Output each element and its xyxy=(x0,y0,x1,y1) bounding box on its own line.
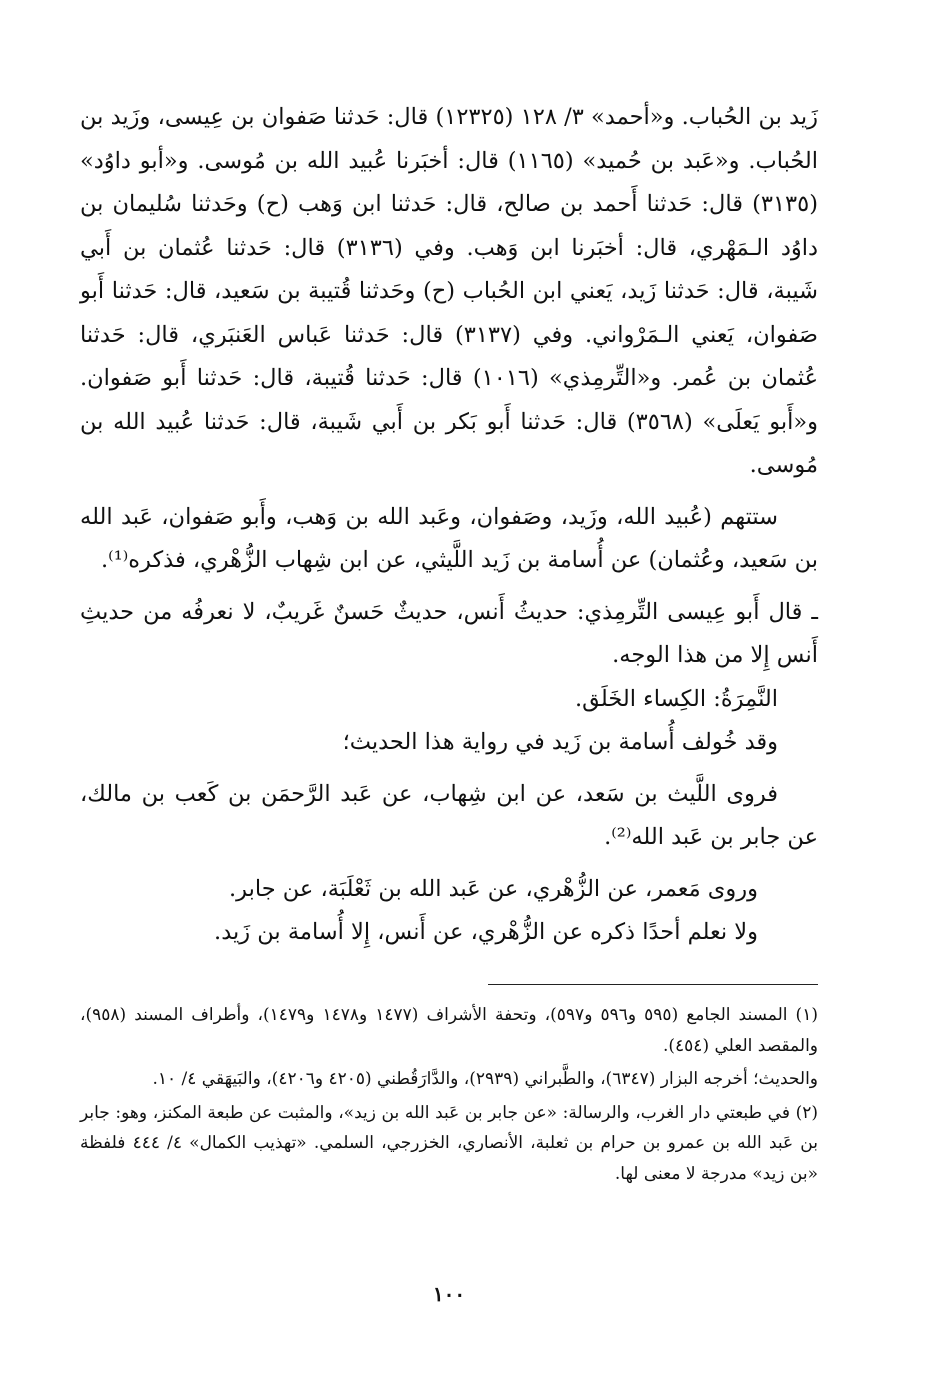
footnote-2: (٢) في طبعتي دار الغرب، والرسالة: «عن جابر بن عَبد الله بن زيد»، والمثبت عن طبعة المكنز، وهو: جابر بن عَبد الله بن عمرو بن حرام بن ثعلبة، الأنصاري، الخزرجي، السلمي. «تهذيب الكمال» ٤/ ٤٤٤ فلفظة «بن زيد» مدرجة لا معنى لها. xyxy=(80,1102,818,1184)
paragraph-disagreement: وقد خُولف أُسامة بن زَيد في رواية هذا الحديث؛ xyxy=(342,729,778,755)
page-number: ١٠٠ xyxy=(432,1282,466,1306)
paragraph-layth-narration: فروى اللَّيث بن سَعد، عن ابن شِهاب، عن عَبد الرَّحمَن بن كَعب بن مالك، عن جابر بن عَبد الله⁽²⁾. xyxy=(80,780,818,850)
paragraph-namira-definition: النَّمِرَةُ: الكِساء الخَلَق. xyxy=(574,685,778,712)
footnote-1-continuation: والحديث؛ أخرجه البزار (٦٣٤٧)، والطَّبراني (٢٩٣٩)، والدَّارَقُطني (٤٢٠٥ و٤٢٠٦)، والبَيهَقي ٤/ ١٠. xyxy=(152,1069,818,1089)
main-text xyxy=(80,96,818,955)
paragraph-tirmidhi-grading: ـ قال أَبو عِيسى التِّرمِذي: حديثُ أَنس، حديثٌ حَسنٌ غَريبٌ، لا نعرفُه من حديثِ أَنس إِلا من هذا الوجه. xyxy=(80,598,818,668)
footnote-1: (١) المسند الجامع (٥٩٥ و٥٩٦ و٥٩٧)، وتحفة الأشراف (١٤٧٧ و١٤٧٨ و١٤٧٩)، وأطراف المسند (٩٥٨)، والمقصد العلي (٤٥٤). xyxy=(80,1005,818,1056)
paragraph-hadith-sources: زَيد بن الحُباب. و«أحمد» ٣/ ١٢٨ (١٢٣٢٥) قال: حَدثنا صَفوان بن عِيسى، وزَيد بن الحُباب. و«عَبد بن حُميد» (١١٦٥) قال: أخبَرنا عُبيد الله بن مُوسى. و«أبو داوُد» (٣١٣٥) قال: حَدثنا أَحمد بن صالح، قال: حَدثنا ابن وَهب (ح) وحَدثنا سُليمان بن داوُد الـمَهْري، قال: أخبَرنا ابن وَهب. وفي (٣١٣٦) قال: حَدثنا عُثمان بن أَبي شَيبة، قال: حَدثنا زَيد، يَعني ابن الحُباب (ح) وحَدثنا قُتيبة بن سَعيد، قال: حَدثنا أَبو صَفوان، يَعني الـمَرْواني. وفي (٣١٣٧) قال: حَدثنا عَباس العَنبَري، قال: حَدثنا عُثمان بن عُمر. و«التِّرمِذي» (١٠١٦) قال: حَدثنا قُتيبة، قال: حَدثنا أَبو صَفوان. و«أَبو يَعلَى» (٣٥٦٨) قال: حَدثنا أَبو بَكر بن أَبي شَيبة، قال: حَدثنا عُبيد الله بن مُوسى. xyxy=(80,104,819,478)
page-content xyxy=(80,96,819,1306)
footnote-divider xyxy=(488,984,818,985)
footnotes xyxy=(80,1000,818,1189)
paragraph-conclusion: ولا نعلم أحدًا ذكره عن الزُّهْري، عن أَنس، إِلا أُسامة بن زَيد. xyxy=(214,919,758,945)
paragraph-chain-summary: ستتهم (عُبيد الله، وزَيد، وصَفوان، وعَبد الله بن وَهب، وأَبو صَفوان، عَبد الله بن سَعيد، وعُثمان) عن أُسامة بن زَيد اللَّيثي، عن ابن شِهاب الزُّهْري، فذكره⁽¹⁾. xyxy=(80,503,818,573)
paragraph-mamar-narration: وروى مَعمر، عن الزُّهْري، عن عَبد الله بن ثَعْلَبَة، عن جابر. xyxy=(229,875,758,902)
